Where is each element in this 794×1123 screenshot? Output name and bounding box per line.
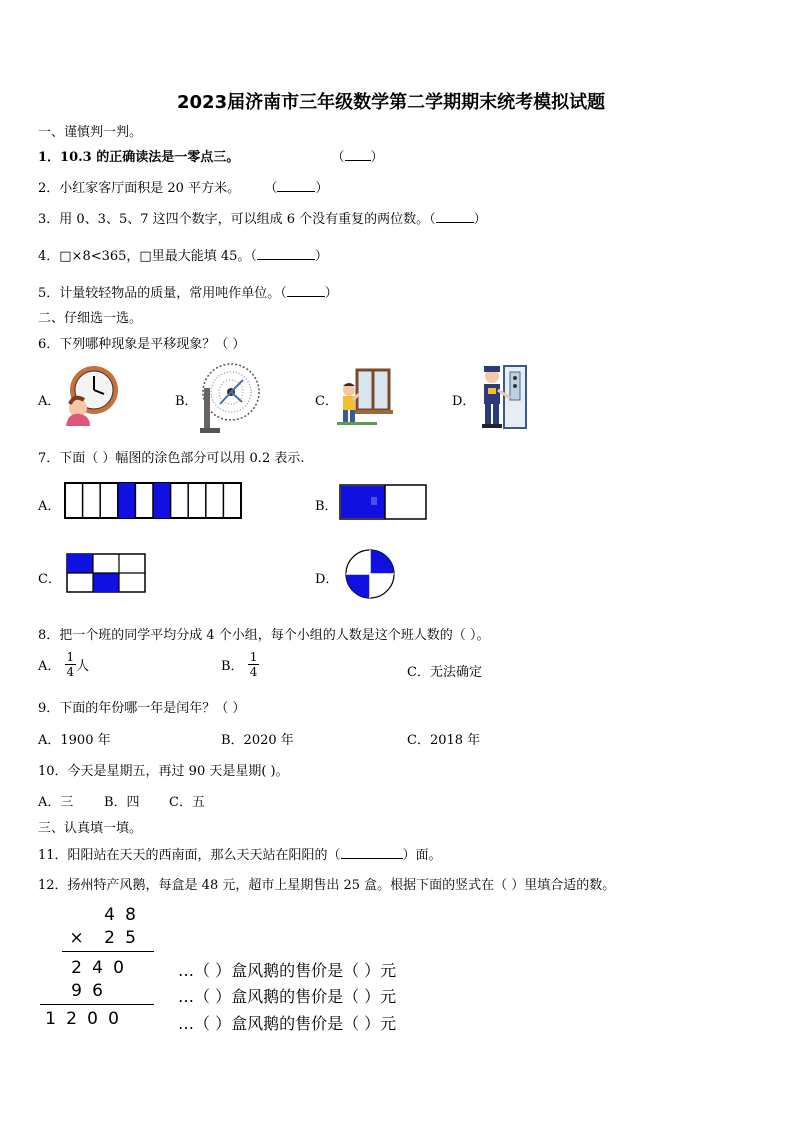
circle-figure[interactable] (344, 546, 398, 602)
q10-option-a[interactable]: A．三 (38, 795, 74, 810)
answer-blank-2[interactable] (277, 179, 315, 192)
times-sign: × (69, 928, 84, 948)
q10-option-c[interactable]: C．五 (169, 795, 205, 810)
digit: 2 (66, 1009, 77, 1029)
digit: 4 (92, 958, 103, 978)
calc-explanation-2: …（ ）盒风鹅的售价是（ ）元 (178, 987, 397, 1006)
answer-blank-4[interactable] (257, 247, 315, 260)
question-5 (38, 282, 338, 301)
fan-icon[interactable] (198, 358, 260, 436)
grid-figure[interactable] (66, 553, 148, 595)
calc-rule-1 (62, 951, 154, 952)
question-4-text: 4．□×8<365，□里最大能填 45。 (38, 249, 251, 264)
ten-part-bar-figure[interactable] (64, 481, 244, 521)
section-heading-3: 三、认真填一填。 (38, 821, 143, 836)
q10-option-b[interactable]: B．四 (104, 795, 140, 810)
q8-option-b[interactable] (221, 650, 259, 679)
question-3 (38, 208, 487, 227)
multiplication-row-2 (66, 928, 141, 948)
q7-option-b-label[interactable]: B． (315, 499, 338, 514)
answer-blank-5[interactable] (287, 284, 325, 297)
question-3-text: 3．用 0、3、5、7 这四个数字，可以组成 6 个没有重复的两位数。 (38, 212, 430, 227)
digit: 4 (104, 905, 115, 925)
answer-blank-11[interactable] (341, 846, 403, 859)
q8-option-c[interactable]: C．无法确定 (407, 665, 482, 680)
question-2-text: 2．小红家客厅面积是 20 平方米。 (38, 181, 241, 196)
q6-option-d-label[interactable]: D． (452, 394, 476, 409)
digit: 2 (104, 928, 115, 948)
q8-option-a-label: A． (38, 659, 61, 674)
fraction-one-quarter: $\frac{1}{4}$ (249, 650, 258, 679)
question-5-text: 5．计量较轻物品的质量，常用吨作单位。 (38, 286, 281, 301)
paren-right: ） (315, 181, 329, 196)
multiplication-row-3 (66, 958, 129, 978)
paren-left: （ (280, 286, 287, 301)
question-9-text: 9．下面的年份哪一年是闰年？（ ） (38, 701, 246, 716)
question-8-text: 8．把一个班的同学平均分成 4 个小组，每个小组的人数是这个班人数的（ ）。 (38, 628, 490, 643)
digit: 0 (108, 1009, 119, 1029)
question-2 (38, 177, 328, 196)
paren-left: （ (250, 249, 257, 264)
digit: 0 (113, 958, 124, 978)
calc-explanation-1: …（ ）盒风鹅的售价是（ ）元 (178, 961, 397, 980)
q9-option-a[interactable]: A．1900 年 (38, 733, 111, 748)
section-heading-2: 二、仔细选一选。 (38, 311, 143, 326)
question-7-text: 7．下面（ ）幅图的涂色部分可以用 0.2 表示. (38, 451, 305, 466)
paren-left: （ (331, 150, 345, 165)
question-10-text: 10．今天是星期五，再过 90 天是星期( )。 (38, 764, 289, 779)
digit: 2 (71, 958, 82, 978)
answer-blank-3[interactable] (436, 210, 474, 223)
paren-left: （ (264, 181, 278, 196)
digit: 8 (125, 905, 136, 925)
question-11-tail: ）面。 (402, 848, 442, 863)
window-pushing-icon[interactable] (337, 368, 393, 426)
digit: 9 (71, 981, 82, 1001)
paren-left: （ (429, 212, 436, 227)
digit: 5 (125, 928, 136, 948)
two-part-bar-figure[interactable] (339, 483, 429, 521)
q6-option-a-label[interactable]: A． (38, 394, 61, 409)
fraction-one-quarter: $\frac{1}{4}$ (66, 650, 75, 679)
question-11 (38, 844, 442, 863)
question-1 (38, 146, 384, 165)
digit: 6 (92, 981, 103, 1001)
clock-turning-icon[interactable] (62, 364, 120, 426)
question-4 (38, 245, 328, 264)
paren-right: ） (473, 212, 487, 227)
section-heading-1: 一、谨慎判一判。 (38, 125, 143, 140)
question-12-text: 12．扬州特产风鹅，每盒是 48 元，超市上星期售出 25 盒。根据下面的竖式在（ ）里填合适的数。 (38, 878, 616, 893)
unit-person: 人 (76, 659, 90, 674)
calc-rule-2 (40, 1004, 154, 1005)
q8-option-b-label: B． (221, 659, 244, 674)
multiplication-row-1 (99, 905, 141, 925)
q7-option-c-label[interactable]: C． (38, 572, 61, 587)
answer-blank-1[interactable] (345, 148, 371, 161)
paren-right: ） (314, 249, 328, 264)
q6-option-b-label[interactable]: B． (175, 394, 198, 409)
question-6-text: 6．下列哪种现象是平移现象？（ ） (38, 337, 246, 352)
q8-option-a[interactable] (38, 650, 89, 679)
q6-option-c-label[interactable]: C． (315, 394, 338, 409)
paren-right: ） (370, 150, 384, 165)
question-1-text: 1．10.3 的正确读法是一零点三。 (38, 150, 240, 165)
q7-option-d-label[interactable]: D． (315, 572, 339, 587)
q7-option-a-label[interactable]: A． (38, 499, 61, 514)
digit: 1 (45, 1009, 56, 1029)
door-handle-icon[interactable] (476, 364, 530, 430)
page-title: 2023届济南市三年级数学第二学期期末统考模拟试题 (177, 92, 606, 113)
calc-explanation-3: …（ ）盒风鹅的售价是（ ）元 (178, 1014, 397, 1033)
multiplication-row-5 (40, 1009, 124, 1029)
multiplication-row-4 (66, 981, 108, 1001)
digit: 0 (87, 1009, 98, 1029)
q9-option-c[interactable]: C．2018 年 (407, 733, 481, 748)
q9-option-b[interactable]: B．2020 年 (221, 733, 294, 748)
paren-right: ） (324, 286, 338, 301)
question-11-text: 11．阳阳站在天天的西南面，那么天天站在阳阳的（ (38, 848, 341, 863)
